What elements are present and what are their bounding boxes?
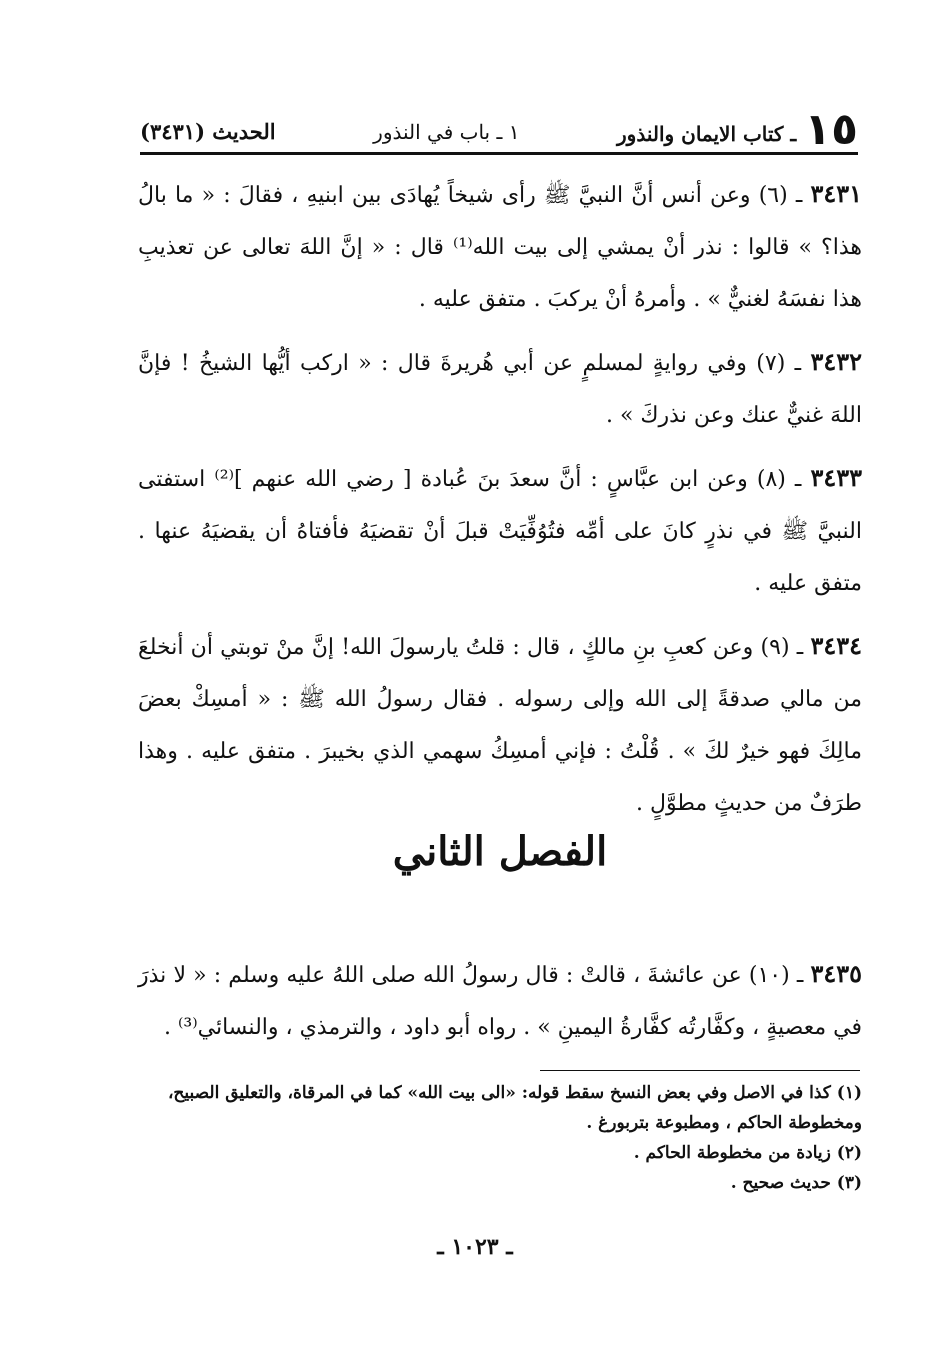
hadith-number: ٣٤٣١ xyxy=(810,179,863,208)
hadith-text: ـ (٩) وعن كعبِ بنِ مالكٍ ، قال : قلتُ يارسولَ الله! إنَّ منْ توبتي أن أنخلعَ من مالي صدقةً إلى الله وإلى رسوله . فقال رسولُ الله ﷺ : « أمسِكْ بعضَ مالِكَ فهو خيرٌ لكَ » . قُلْتُ : فإني أمسِكُ سهمي الذي بخيبرَ . متفق عليه . وهذا طرَفٌ من حديثٍ مطوَّلٍ . xyxy=(138,635,862,816)
footnote-rule xyxy=(540,1070,860,1071)
footnote-continuation: ومخطوطة الحاكم ، ومطبوعة بتربورغ . xyxy=(586,1113,862,1133)
footnote: (٢) زيادة من مخطوطة الحاكم . xyxy=(633,1143,862,1163)
main-text-section-two xyxy=(138,948,862,1064)
hadith-number: ٣٤٣٣ xyxy=(810,463,863,492)
hadith-text: ـ (١٠) عن عائشةَ ، قالتْ : قال رسولُ الله صلى اللهُ عليه وسلم : « لا نذرَ في معصيةٍ ، وكفَّارتُه كفَّارةُ اليمينِ » . رواه أبو داود ، والترمذي ، والنسائي⁽³⁾ . xyxy=(138,963,862,1040)
main-text xyxy=(138,168,862,840)
hadith-reference: الحديث (٣٤٣١) xyxy=(140,119,276,144)
chapter-number: ١٥ xyxy=(804,104,858,155)
header-rule xyxy=(140,152,858,155)
page-number: ـ ١٠٢٣ ـ xyxy=(437,1234,513,1260)
hadith-text: ـ (٦) وعن أنس أنَّ النبيَّ ﷺ رأى شيخاً يُهادَى بين ابنيهِ ، فقالَ : « ما بالُ هذا؟ » قالوا : نذر أنْ يمشي إلى بيت الله⁽¹⁾ قال : « إنَّ اللهَ تعالى عن تعذيبِ هذا نفسَهُ لغنيٌّ » . وأمرهُ أنْ يركبَ . متفق عليه . xyxy=(138,183,862,312)
hadith-number: ٣٤٣٤ xyxy=(810,631,863,660)
hadith-number: ٣٤٣٢ xyxy=(810,347,863,376)
hadith-paragraph xyxy=(138,620,862,830)
footnote: (٣) حديث صحيح . xyxy=(730,1173,862,1193)
hadith-text: ـ (٨) وعن ابن عبَّاسٍ : أنَّ سعدَ بنَ عُبادة [ رضي الله عنهم ]⁽²⁾ استفتى النبيَّ ﷺ في نذرٍ كانَ على أمِّه فتُوُفِّيَتْ قبلَ أنْ تقضيَهُ فأفتاهُ أن يقضيَهُ عنها . متفق عليه . xyxy=(138,467,862,596)
section-title: ١ ـ باب في النذور xyxy=(373,120,520,144)
hadith-paragraph xyxy=(138,336,862,442)
chapter-title: ـ كتاب الايمان والنذور xyxy=(617,122,797,146)
chapter-heading xyxy=(617,104,858,155)
hadith-paragraph xyxy=(138,452,862,610)
footnotes xyxy=(138,1078,862,1198)
hadith-number: ٣٤٣٥ xyxy=(810,959,863,988)
hadith-text: ـ (٧) وفي روايةٍ لمسلمٍ عن أبي هُريرةَ قال : « اركب أيُّها الشيخُ ! فإنَّ اللهَ غنيٌّ عنك وعن نذركَ » . xyxy=(138,351,862,428)
hadith-paragraph xyxy=(138,168,862,326)
hadith-paragraph xyxy=(138,948,862,1054)
footnote: (١) كذا في الاصل وفي بعض النسخ سقط قوله: «الى بيت الله» كما في المرقاة، والتعليق الصبيح، xyxy=(167,1083,862,1103)
section-heading: الفصل الثاني xyxy=(392,828,608,875)
page-header xyxy=(140,96,858,155)
